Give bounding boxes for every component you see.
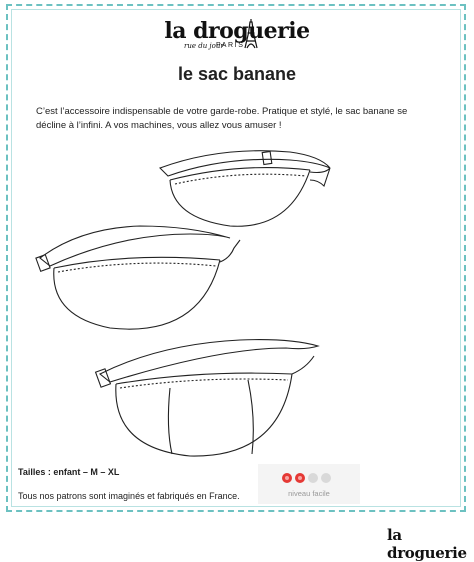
difficulty-dot-3 <box>308 473 318 483</box>
sizes-label: Tailles : enfant – M – XL <box>18 467 120 477</box>
eiffel-tower-icon <box>244 19 258 49</box>
difficulty-badge <box>258 464 360 504</box>
brand-street: rue du jour <box>184 42 224 50</box>
page-title: le sac banane <box>177 64 297 84</box>
brand-city: PARIS <box>216 42 245 49</box>
made-in-france-note: Tous nos patrons sont imaginés et fabriqués en France. <box>18 491 240 501</box>
belt-bag-medium <box>36 226 240 329</box>
difficulty-dot-1 <box>282 473 292 483</box>
belt-bag-small <box>160 151 330 227</box>
difficulty-dot-2 <box>295 473 305 483</box>
footer-brand-logo: la droguerie <box>387 526 467 562</box>
difficulty-label: niveau facile <box>288 489 330 498</box>
difficulty-dots <box>282 473 331 483</box>
difficulty-dot-4 <box>321 473 331 483</box>
belt-bag-large <box>96 340 318 456</box>
intro-text: C’est l’accessoire indispensable de votre garde-robe. Pratique et stylé, le sac banane se décline à l’infini. A vos machines, vous allez vous amuser ! <box>36 106 408 131</box>
brand-logo: la droguerie <box>164 18 310 44</box>
belt-bag-illustrations <box>20 148 440 458</box>
